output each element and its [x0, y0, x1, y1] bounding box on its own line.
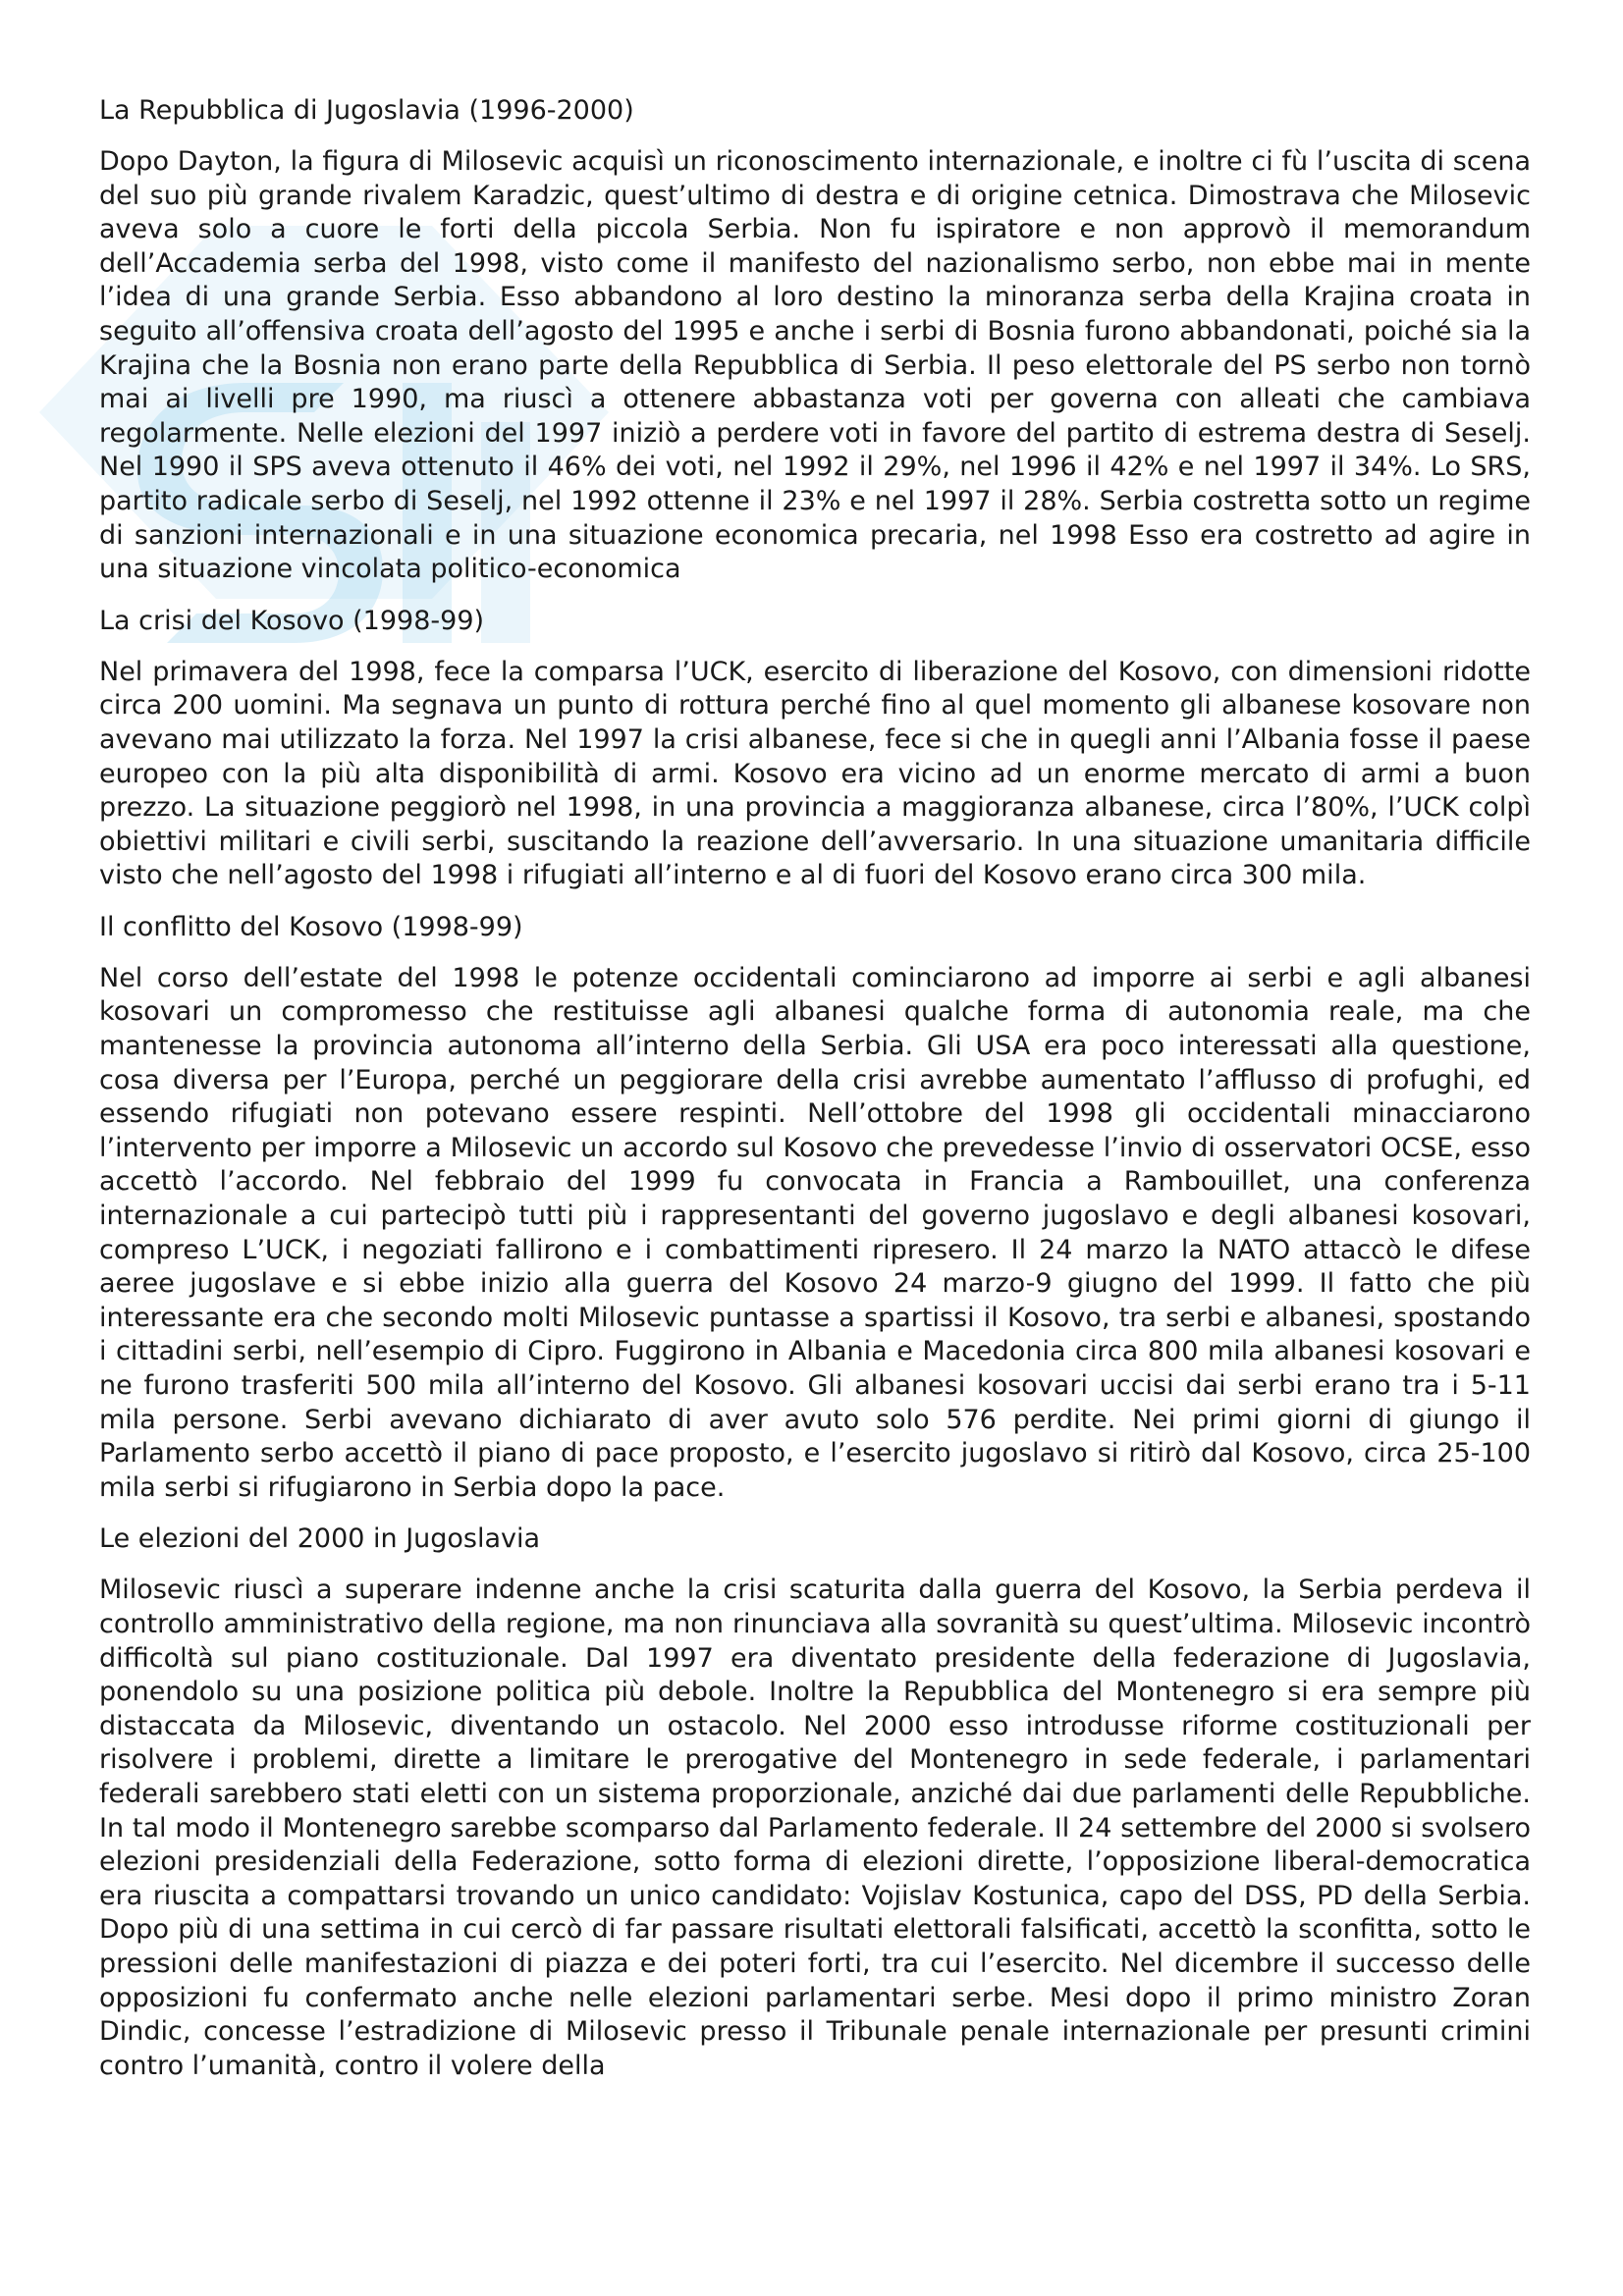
section-elezioni-2000: [99, 1522, 1531, 2083]
section-crisi-kosovo: [99, 605, 1531, 893]
section-repubblica-jugoslavia: [99, 94, 1531, 587]
section-heading: Il conflitto del Kosovo (1998-99): [99, 911, 523, 942]
section-heading: Le elezioni del 2000 in Jugoslavia: [99, 1523, 541, 1555]
section-paragraph: Nel primavera del 1998, fece la comparsa l’UCK, esercito di liberazione del Kosovo, con dimensioni ridotte circa 200 uomini. Ma segnava un punto di rottura perché fino al quel momento gli albanese kosovare non avevano mai utilizzato la forza. Nel 1997 la crisi albanese, fece si che in quegli anni l’Albania fosse il paese europeo con la più alta disponibilità di armi. Kosovo era vicino ad un enorme mercato di armi a buon prezzo. La situazione peggiorò nel 1998, in una provincia a maggioranza albanese, circa l’80%, l’UCK colpì obiettivi militari e civili serbi, suscitando la reazione dell’avversario. In una situazione umanitaria difficile visto che nell’agosto del 1998 i rifugiati all’interno e al di fuori del Kosovo erano circa 300 mila.: [99, 656, 1531, 891]
section-heading: La crisi del Kosovo (1998-99): [99, 605, 485, 636]
section-heading: La Repubblica di Jugoslavia (1996-2000): [99, 95, 634, 126]
section-paragraph: Nel corso dell’estate del 1998 le potenze occidentali cominciarono ad imporre ai serbi e agli albanesi kosovari un compromesso che restituisse agli albanesi qualche forma di autonomia reale, ma che mantenesse la provincia autonoma all’interno della Serbia. Gli USA era poco interessati alla questione, cosa diversa per l’Europa, perché un peggiorare della crisi avrebbe aumentato l’afflusso di profughi, ed essendo rifugiati non potevano essere respinti. Nell’ottobre del 1998 gli occidentali minacciarono l’intervento per imporre a Milosevic un accordo sul Kosovo che prevedesse l’invio di osservatori OCSE, esso accettò l’accordo. Nel febbraio del 1999 fu convocata in Francia a Rambouillet, una conferenza internazionale a cui partecipò tutti più i rappresentanti del governo jugoslavo e degli albanesi kosovari, compreso L’UCK, i negoziati fallirono e i combattimenti ripresero. Il 24 marzo la NATO attaccò le difese aeree jugoslave e si ebbe inizio alla guerra del Kosovo 24 marzo-9 giugno del 1999. Il fatto che più interessante era che secondo molti Milosevic puntasse a spartissi il Kosovo, tra serbi e albanesi, spostando i cittadini serbi, nell’esempio di Cipro. Fuggirono in Albania e Macedonia circa 800 mila albanesi kosovari e ne furono trasferiti 500 mila all’interno del Kosovo. Gli albanesi kosovari uccisi dai serbi erano tra i 5-11 mila persone. Serbi avevano dichiarato di aver avuto solo 576 perdite. Nei primi giorni di giungo il Parlamento serbo accettò il piano di pace proposto, e l’esercito jugoslavo si ritirò dal Kosovo, circa 25-100 mila serbi si rifugiarono in Serbia dopo la pace.: [99, 962, 1531, 1503]
section-paragraph: Dopo Dayton, la figura di Milosevic acquisì un riconoscimento internazionale, e inoltre ci fù l’uscita di scena del suo più grande rivalem Karadzic, quest’ultimo di destra e di origine cetnica. Dimostrava che Milosevic aveva solo a cuore le forti della piccola Serbia. Non fu ispiratore e non approvò il memorandum dell’Accademia serba del 1998, visto come il manifesto del nazionalismo serbo, non ebbe mai in mente l’idea di una grande Serbia. Esso abbandono al loro destino la minoranza serba della Krajina croata in seguito all’offensiva croata dell’agosto del 1995 e anche i serbi di Bosnia furono abbandonati, poiché sia la Krajina che la Bosnia non erano parte della Repubblica di Serbia. Il peso elettorale del PS serbo non tornò mai ai livelli pre 1990, ma riuscì a ottenere abbastanza voti per governa con alleati che cambiava regolarmente. Nelle elezioni del 1997 iniziò a perdere voti in favore del partito di estrema destra di Seselj. Nel 1990 il SPS aveva ottenuto il 46% dei voti, nel 1992 il 29%, nel 1996 il 42% e nel 1997 il 34%. Lo SRS, partito radicale serbo di Seselj, nel 1992 ottenne il 23% e nel 1997 il 28%. Serbia costretta sotto un regime di sanzioni internazionali e in una situazione economica precaria, nel 1998 Esso era costretto ad agire in una situazione vincolata politico-economica: [99, 146, 1531, 585]
document-page: [99, 94, 1531, 2101]
section-paragraph: Milosevic riuscì a superare indenne anche la crisi scaturita dalla guerra del Kosovo, la Serbia perdeva il controllo amministrativo della regione, ma non rinunciava alla sovranità su quest’ultima. Milosevic incontrò difficoltà sul piano costituzionale. Dal 1997 era diventato presidente della federazione di Jugoslavia, ponendolo su una posizione politica più debole. Inoltre la Repubblica del Montenegro si era sempre più distaccata da Milosevic, diventando un ostacolo. Nel 2000 esso introdusse riforme costituzionali per risolvere i problemi, dirette a limitare le prerogative del Montenegro in sede federale, i parlamentari federali sarebbero stati eletti con un sistema proporzionale, anziché dai due parlamenti delle Repubbliche. In tal modo il Montenegro sarebbe scomparso dal Parlamento federale. Il 24 settembre del 2000 si svolsero elezioni presidenziali della Federazione, sotto forma di elezioni dirette, l’opposizione liberal-democratica era riuscita a compattarsi trovando un unico candidato: Vojislav Kostunica, capo del DSS, PD della Serbia. Dopo più di una settima in cui cercò di far passare risultati elettorali falsificati, accettò la sconfitta, sotto le pressioni delle manifestazioni di piazza e dei poteri forti, tra cui l’esercito. Nel dicembre il successo delle opposizioni fu confermato anche nelle elezioni parlamentari serbe. Mesi dopo il primo ministro Zoran Dindic, concesse l’estradizione di Milosevic presso il Tribunale penale internazionale per presunti crimini contro l’umanità, contro il volere della: [99, 1575, 1531, 2081]
section-conflitto-kosovo: [99, 911, 1531, 1506]
